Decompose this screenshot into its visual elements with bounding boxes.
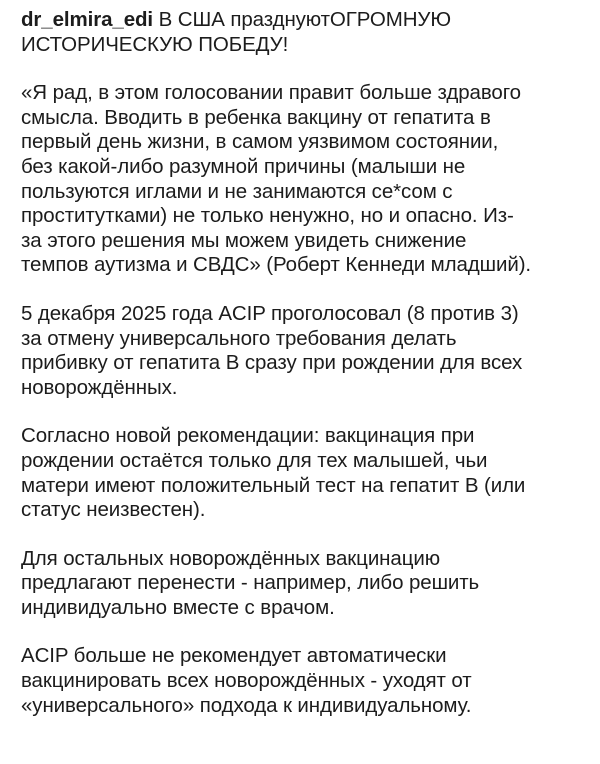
username-link[interactable]: dr_elmira_edi xyxy=(21,8,154,31)
caption-header xyxy=(21,8,584,57)
caption-paragraph-vote: 5 декабря 2025 года ACIP проголосовал (8 против 3) за отмену универсального требования делать прибивку от гепатита В сразу при рождении для всех новорождённых. xyxy=(21,301,523,399)
caption-paragraph-quote: «Я рад, в этом голосовании правит больше здравого смысла. Вводить в ребенка вакцину от гепатита в первый день жизни, в самом уязвимом состоянии, без какой-либо разумной причины (малыши не пользуются иглами и не занимаются се*сом с проститутками) не только ненужно, но и опасно. Из- за этого решения мы можем увидеть снижение темпов аутизма и СВДС» (Роберт Кеннеди младший). xyxy=(21,81,532,277)
caption-paragraph-recommendation: Согласно новой рекомендации: вакцинация при рождении остаётся только для тех малышей, чьи матери имеют положительный тест на гепатит В (или статус неизвестен). xyxy=(21,424,526,522)
caption-paragraph-others: Для остальных новорождённых вакцинацию предлагают перенести - например, либо решить индивидуально вместе с врачом. xyxy=(21,546,480,619)
caption-paragraph-acip: ACIP больше не рекомендует автоматически вакцинировать всех новорождённых - уходят от «универсального» подхода к индивидуальному. xyxy=(21,644,472,717)
caption-first-line: В США празднуютОГРОМНУЮ ИСТОРИЧЕСКУЮ ПОБЕДУ! xyxy=(21,8,451,56)
